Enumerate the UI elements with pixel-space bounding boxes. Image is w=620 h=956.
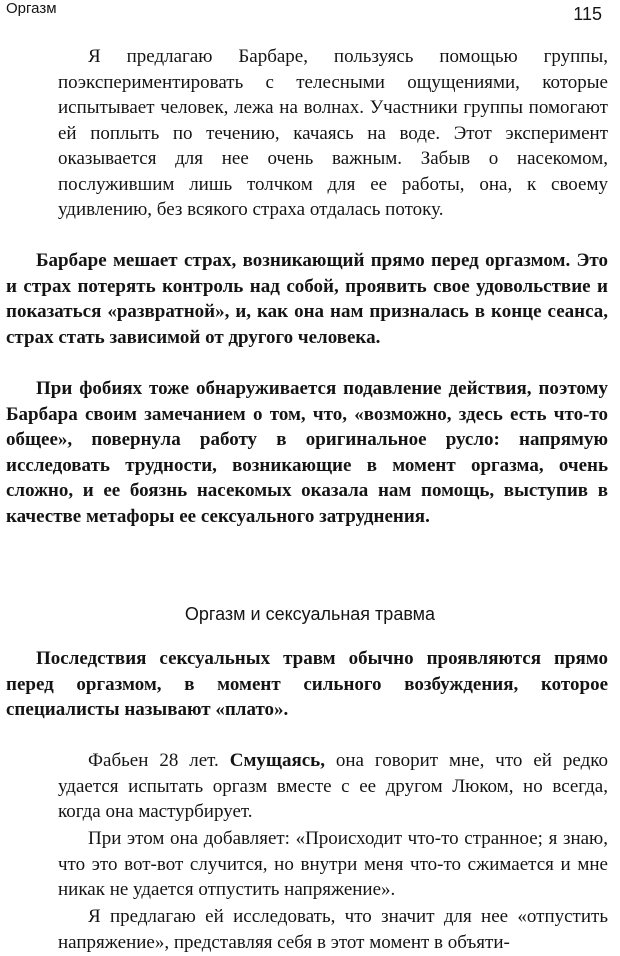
paragraph-4: Последствия сексуальных травм обычно проявляются прямо перед оргазмом, в момент сильного возбуждения, которое специалисты называют «плато». <box>6 648 608 720</box>
paragraph-5-emphasis: Смущаясь, <box>229 750 325 771</box>
page-header-title: Оргазм <box>6 0 57 17</box>
page-number: 115 <box>573 4 602 24</box>
paragraph-5-rest: она говорит мне, что ей редко удается испытать оргазм вместе с ее другом Люком, но всегда, когда она мастурбирует. <box>58 750 609 822</box>
paragraph-5 <box>58 748 608 825</box>
paragraph-6: При этом она добавляет: «Происходит что-то странное; я знаю, что это вот-вот случится, но внутри меня что-то сжимается и мне никак не удается отпустить напряжение». <box>58 828 608 900</box>
paragraph-3: При фобиях тоже обнаруживается подавление действия, поэтому Барбара своим замечанием о том, что, «возможно, здесь есть что-то общее», повернула работу в оригинальное русло: напрямую исследовать трудности, возникающие в момент оргазма, очень сложно, и ее боязнь насекомых оказала нам помощь, выступив в качестве метафоры ее сексуального затруднения. <box>6 378 608 527</box>
paragraph-2: Барбаре мешает страх, возникающий прямо перед оргазмом. Это и страх потерять контроль над собой, проявить свое удовольствие и показаться «развратной», и, как она нам призналась в конце сеанса, страх стать зависимой от другого человека. <box>6 250 608 348</box>
section-heading: Оргазм и сексуальная травма <box>184 604 436 624</box>
paragraph-5-start: Фабьен 28 лет. <box>88 750 219 771</box>
paragraph-7: Я предлагаю ей исследовать, что значит для нее «отпустить напряжение», представляя себя в этот момент в объяти- <box>58 906 608 953</box>
paragraph-1: Я предлагаю Барбаре, пользуясь помощью группы, поэкспериментировать с телесными ощущениями, которые испытывает человек, лежа на волнах. Участники группы помогают ей поплыть по течению, качаясь на воде. Этот эксперимент оказывается для нее очень важным. Забыв о насекомом, послужившим лишь толчком для ее работы, она, к своему удивлению, без всякого страха отдалась потоку. <box>58 46 608 220</box>
